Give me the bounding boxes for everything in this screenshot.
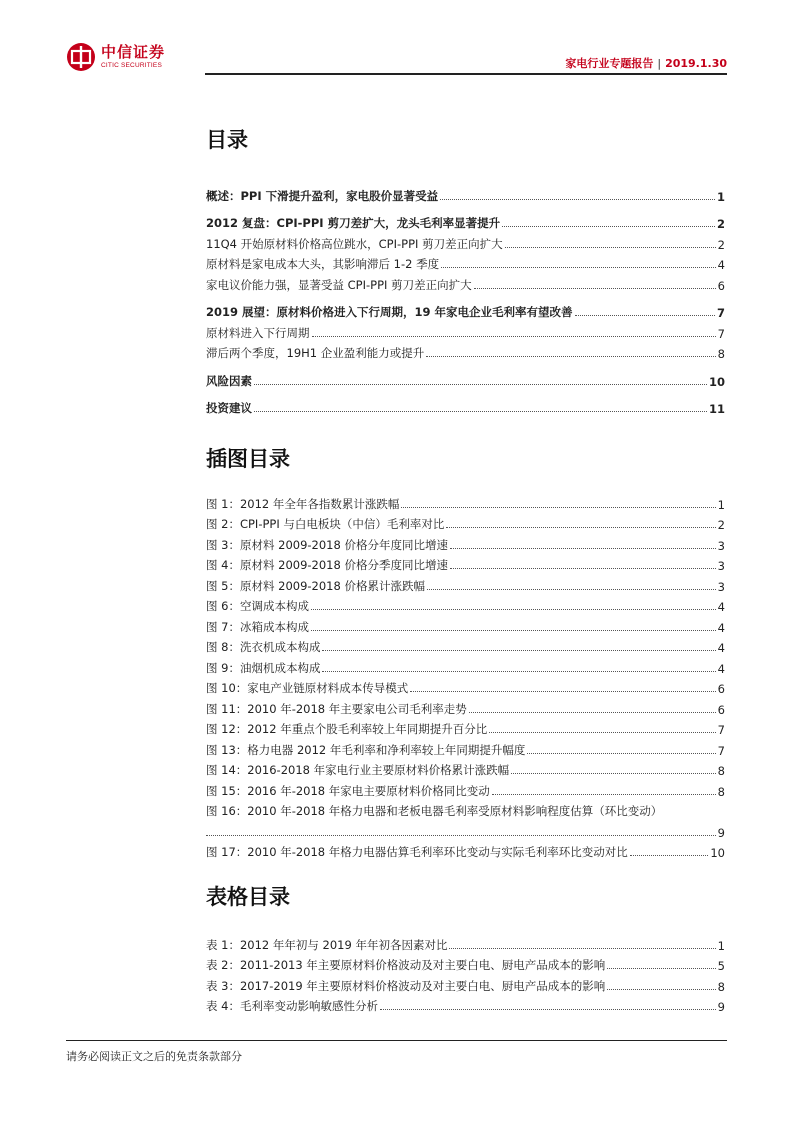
table-entry[interactable]: 表 1：2012 年年初与 2019 年年初各因素对比 1 [206,937,725,953]
figure-entry[interactable]: 图 13：格力电器 2012 年毛利率和净利率较上年同期提升幅度 7 [206,742,725,758]
logo-english-name: CITIC SECURITIES [101,61,162,69]
figure-entry[interactable]: 图 17：2010 年-2018 年格力电器估算毛利率环比变动与实际毛利率环比变动对比 10 [206,845,725,860]
figure-entry[interactable]: 图 4：原材料 2009-2018 价格分季度同比增速 3 [206,558,725,573]
figure-entry[interactable]: 图 11：2010 年-2018 年主要家电公司毛利率走势 6 [206,701,725,717]
toc-entry[interactable]: 2012 复盘：CPI-PPI 剪刀差扩大，龙头毛利率显著提升 2 [206,216,725,231]
figure-entry[interactable]: 图 7：冰箱成本构成 4 [206,619,725,635]
figure-entry[interactable]: 图 12：2012 年重点个股毛利率较上年同期提升百分比 7 [206,722,725,737]
toc-entry[interactable]: 原材料是家电成本大头，其影响滞后 1-2 季度 4 [206,257,725,272]
figure-entry[interactable]: 图 16：2010 年-2018 年格力电器和老板电器毛利率受原材料影响程度估算（环比变动） 9 [206,804,725,840]
table-entry[interactable]: 表 3：2017-2019 年主要原材料价格波动及对主要白电、厨电产品成本的影响 8 [206,978,725,994]
contents-list [206,183,725,416]
tables-title: 表格目录 [206,885,290,909]
toc-entry[interactable]: 2019 展望：原材料价格进入下行周期，19 年家电企业毛利率有望改善 7 [206,305,725,320]
figure-entry[interactable]: 图 9：油烟机成本构成 4 [206,660,725,676]
figure-entry[interactable]: 图 5：原材料 2009-2018 价格累计涨跌幅 3 [206,578,725,594]
figure-entry[interactable]: 图 6：空调成本构成 4 [206,599,725,614]
header-rule [205,73,727,75]
toc-entry[interactable]: 滞后两个季度，19H1 企业盈利能力或提升 8 [206,346,725,361]
logo-chinese-name: 中信证券 [101,42,166,61]
table-entry[interactable]: 表 2：2011-2013 年主要原材料价格波动及对主要白电、厨电产品成本的影响 5 [206,958,725,973]
toc-entry[interactable]: 概述：PPI 下滑提升盈利，家电股价显著受益 1 [206,188,725,204]
figure-entry[interactable]: 图 2：CPI-PPI 与白电板块（中信）毛利率对比 2 [206,517,725,532]
figure-entry[interactable]: 图 15：2016 年-2018 年家电主要原材料价格同比变动 8 [206,783,725,799]
figure-entry[interactable]: 图 1：2012 年全年各指数累计涨跌幅 1 [206,496,725,512]
footer-rule [66,1040,727,1041]
figures-title: 插图目录 [206,447,290,471]
toc-entry[interactable]: 家电议价能力强，显著受益 CPI-PPI 剪刀差正向扩大 6 [206,277,725,293]
toc-entry[interactable]: 风险因素 10 [206,373,725,389]
report-type: 家电行业专题报告 [565,57,654,70]
toc-entry[interactable]: 原材料进入下行周期 7 [206,325,725,341]
header-info [565,55,727,71]
report-date: 2019.1.30 [665,57,727,70]
figure-entry[interactable]: 图 10：家电产业链原材料成本传导模式 6 [206,681,725,696]
figure-entry[interactable]: 图 14：2016-2018 年家电行业主要原材料价格累计涨跌幅 8 [206,763,725,778]
figure-entry[interactable]: 图 3：原材料 2009-2018 价格分年度同比增速 3 [206,537,725,553]
citic-logo-icon [66,42,96,72]
figure-entry[interactable]: 图 8：洗衣机成本构成 4 [206,640,725,655]
toc-entry[interactable]: 投资建议 11 [206,401,725,416]
toc-entry[interactable]: 11Q4 开始原材料价格高位跳水，CPI-PPI 剪刀差正向扩大 2 [206,236,725,252]
citic-logo [66,40,165,74]
header-separator: | [657,57,662,70]
table-entry[interactable]: 表 4：毛利率变动影响敏感性分析 9 [206,999,725,1014]
footer-disclaimer: 请务必阅读正文之后的免责条款部分 [66,1050,242,1063]
figures-list [206,491,725,860]
tables-list [206,932,725,1014]
contents-title: 目录 [206,128,248,152]
